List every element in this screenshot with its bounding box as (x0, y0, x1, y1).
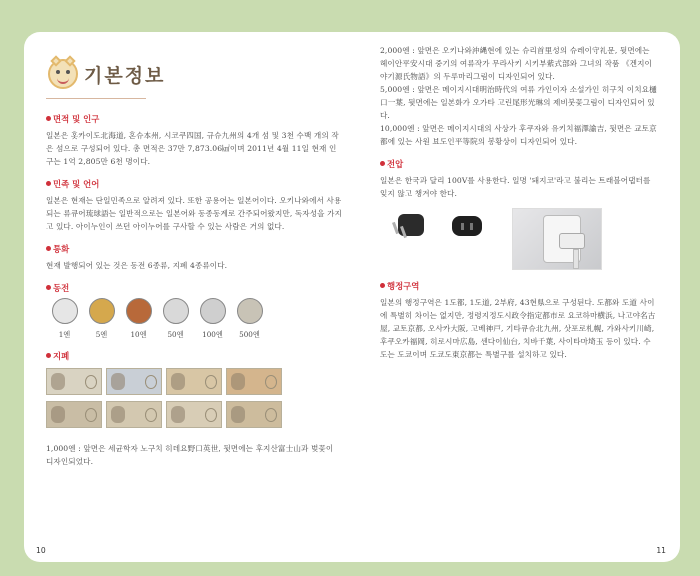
page-number-left: 10 (36, 546, 46, 555)
note-10000: 10,000엔 : 앞면은 메이지시대의 사상가 후쿠자와 유키치福澤諭吉, 뒷면은 교토京都에 있는 사원 뵤도인平等院의 봉황상이 디자인되어 있다. (380, 124, 657, 146)
banknote-image (106, 401, 162, 428)
coin-label: 100엔 (202, 330, 223, 339)
note-5000: 5,000엔 : 앞면은 메이지시대明治時代의 여류 가인이자 소설가인 히구치 이치요樋口一葉, 뒷면에는 일본화가 오가타 고린尾形光琳의 제비붓꽃그림이 디자인되어 있다. (380, 85, 657, 120)
banknote-image (166, 401, 222, 428)
section-heading (46, 282, 342, 294)
banknote-image (46, 368, 102, 395)
section-admin (380, 280, 658, 361)
section-heading (46, 350, 342, 362)
bill-caption: 1,000엔 : 앞면은 세균학자 노구치 히데요野口英世, 뒷면에는 후지산富士山과 벚꽃이 디자인되었다. (46, 444, 334, 466)
heading-text: 통화 (53, 244, 70, 254)
bullet-icon (380, 283, 385, 288)
heading-text: 행정구역 (387, 281, 420, 291)
heading-text: 면적 및 인구 (53, 114, 100, 124)
section-bills (46, 350, 342, 468)
heading-text: 지폐 (53, 351, 70, 361)
coin-icon (237, 298, 263, 324)
coin-icon (52, 298, 78, 324)
page-number-right: 11 (656, 546, 666, 555)
plug-adapter-icon (394, 208, 434, 242)
section-body: 일본은 한국과 달리 100V를 사용한다. 일명 '돼지코'라고 불리는 트래블어댑터를 잊지 않고 챙겨야 한다. (380, 176, 651, 198)
section-coins (46, 282, 342, 340)
title-divider (46, 98, 146, 99)
coin-label: 500엔 (239, 330, 260, 339)
banknote-notes (380, 44, 658, 148)
coin-item (157, 298, 194, 340)
section-heading (46, 178, 342, 190)
coin-item (120, 298, 157, 340)
section-area (46, 113, 342, 168)
coin-label: 5엔 (95, 330, 108, 339)
right-page (380, 44, 658, 371)
section-ethnic (46, 178, 342, 233)
banknote-image (106, 368, 162, 395)
socket-adapter-icon (450, 208, 486, 242)
banknote-image (226, 401, 282, 428)
section-body: 일본은 현재는 단일민족으로 알려져 있다. 또한 공용어는 일본어이다. 오키나와에서 사용되는 류큐어琉球語는 일반적으로는 일본어와 동종동계로 간주되어왔지만, 독자성을 가지고 있다. 아이누인이 쓰던 아이누어를 구사할 수 있는 사람은 거의 없다. (46, 196, 342, 231)
coin-label: 1엔 (58, 330, 71, 339)
coin-item (231, 298, 268, 340)
heading-text: 민족 및 언어 (53, 179, 100, 189)
bullet-icon (380, 161, 385, 166)
banknote-image (166, 368, 222, 395)
coin-icon (126, 298, 152, 324)
coin-label: 10엔 (130, 330, 147, 339)
bullet-icon (46, 285, 51, 290)
coin-item (46, 298, 83, 340)
heading-text: 동전 (53, 283, 70, 293)
coin-icon (89, 298, 115, 324)
bullet-icon (46, 353, 51, 358)
note-2000: 2,000엔 : 앞면은 오키나와沖縄현에 있는 슈리首里성의 슈레이守礼문, 뒷면에는 헤이안平安시대 중기의 여류작가 무라사키 시키부紫式部와 그녀의 작품 《겐지이야기源氏物語》의 두루마리그림이 디자인되어 있다. (380, 46, 652, 81)
section-heading (46, 113, 342, 125)
section-body: 일본의 행정구역은 1도都, 1도道, 2부府, 43현県으로 구성된다. 도都와 도道 사이에 특별히 차이는 없지만, 정령지정도시政令指定都市로 요코하마横浜, 나고야名古屋, 교토京都, 오사카大阪, 고베神戸, 기타큐슈北九州, 삿포로札幌, 가와사키川崎, 후쿠오카福岡, 히로시마広島, 센다이仙台, 치바千葉, 사이타마埼玉 등이 있다. 수도는 도쿄이며 도쿄도東京都는 특별구를 설치하고 있다. (380, 298, 656, 359)
coin-icon (200, 298, 226, 324)
section-body: 현재 발행되어 있는 것은 동전 6종류, 지폐 4종류이다. (46, 261, 228, 270)
heading-text: 전압 (387, 159, 404, 169)
section-power (380, 158, 658, 270)
banknote-image (226, 368, 282, 395)
coin-row (46, 298, 342, 340)
adapter-photos (380, 208, 658, 270)
coin-item (194, 298, 231, 340)
coin-item (83, 298, 120, 340)
section-heading (46, 243, 342, 255)
section-heading (380, 280, 658, 292)
bullet-icon (46, 246, 51, 251)
section-body: 일본은 홋카이도北海道, 혼슈本州, 시코쿠四国, 규슈九州의 4개 섬 및 3천 수백 개의 작은 섬으로 구성되어 있다. 총 면적은 37만 7,873.06㎢이며 2011년 4월 11일 현재 인구는 1억 2,805만 6천 명이다. (46, 131, 339, 166)
bill-grid (46, 368, 342, 428)
cat-mascot-icon (48, 59, 78, 89)
bullet-icon (46, 116, 51, 121)
coin-label: 50엔 (167, 330, 184, 339)
section-heading (380, 158, 658, 170)
book-spread (24, 32, 680, 562)
section-currency (46, 243, 342, 272)
page-title: 기본정보 (84, 64, 166, 87)
banknote-image (46, 401, 102, 428)
left-page (46, 54, 342, 478)
coin-icon (163, 298, 189, 324)
title-row (48, 54, 342, 94)
wall-socket-photo (512, 208, 602, 270)
bullet-icon (46, 181, 51, 186)
